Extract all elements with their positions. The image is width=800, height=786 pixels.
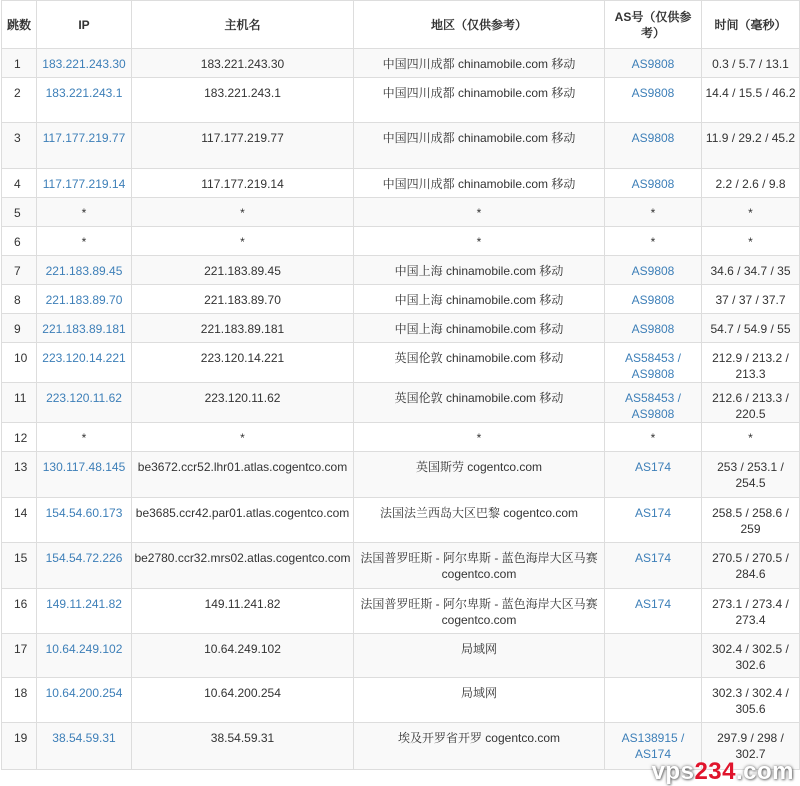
- ip-link[interactable]: 38.54.59.31: [37, 723, 132, 770]
- hostname-cell: 221.183.89.45: [132, 256, 354, 285]
- hop-number: 19: [2, 723, 37, 770]
- region-cell: 英国斯劳 cogentco.com: [354, 452, 605, 498]
- asn-link: *: [605, 423, 702, 452]
- hop-number: 16: [2, 589, 37, 634]
- time-cell: 302.3 / 302.4 / 305.6: [702, 678, 800, 723]
- ip-link: *: [37, 423, 132, 452]
- traceroute-table: [1, 0, 800, 770]
- asn-link[interactable]: AS9808: [605, 169, 702, 198]
- asn-link[interactable]: AS174: [605, 543, 702, 589]
- hop-number: 12: [2, 423, 37, 452]
- time-cell: 14.4 / 15.5 / 46.2: [702, 78, 800, 123]
- region-cell: 法国普罗旺斯 - 阿尔卑斯 - 蓝色海岸大区马赛 cogentco.com: [354, 543, 605, 589]
- asn-link: [605, 678, 702, 723]
- hop-number: 17: [2, 634, 37, 678]
- table-row: [2, 383, 800, 423]
- time-cell: 212.6 / 213.3 / 220.5: [702, 383, 800, 423]
- hostname-cell: 117.177.219.14: [132, 169, 354, 198]
- hostname-cell: 10.64.249.102: [132, 634, 354, 678]
- region-cell: 法国法兰西岛大区巴黎 cogentco.com: [354, 498, 605, 543]
- ip-link: *: [37, 227, 132, 256]
- region-cell: 埃及开罗省开罗 cogentco.com: [354, 723, 605, 770]
- asn-link: *: [605, 227, 702, 256]
- asn-link[interactable]: AS174: [605, 589, 702, 634]
- ip-link[interactable]: 221.183.89.181: [37, 314, 132, 343]
- region-cell: 局域网: [354, 678, 605, 723]
- time-cell: 54.7 / 54.9 / 55: [702, 314, 800, 343]
- region-cell: 中国四川成都 chinamobile.com 移动: [354, 78, 605, 123]
- ip-link: *: [37, 198, 132, 227]
- table-row: [2, 49, 800, 78]
- hostname-cell: 221.183.89.70: [132, 285, 354, 314]
- time-cell: 302.4 / 302.5 / 302.6: [702, 634, 800, 678]
- hop-number: 8: [2, 285, 37, 314]
- region-cell: *: [354, 198, 605, 227]
- region-cell: 中国上海 chinamobile.com 移动: [354, 314, 605, 343]
- hostname-cell: 221.183.89.181: [132, 314, 354, 343]
- table-row: [2, 227, 800, 256]
- table-row: [2, 589, 800, 634]
- time-cell: 273.1 / 273.4 / 273.4: [702, 589, 800, 634]
- region-cell: 英国伦敦 chinamobile.com 移动: [354, 343, 605, 383]
- asn-link[interactable]: AS174: [605, 452, 702, 498]
- ip-link[interactable]: 223.120.14.221: [37, 343, 132, 383]
- hostname-cell: 10.64.200.254: [132, 678, 354, 723]
- time-cell: 253 / 253.1 / 254.5: [702, 452, 800, 498]
- hop-number: 4: [2, 169, 37, 198]
- hostname-cell: be3672.ccr52.lhr01.atlas.cogentco.com: [132, 452, 354, 498]
- region-cell: 中国上海 chinamobile.com 移动: [354, 285, 605, 314]
- time-cell: 270.5 / 270.5 / 284.6: [702, 543, 800, 589]
- table-row: [2, 423, 800, 452]
- table-row: [2, 285, 800, 314]
- hop-number: 10: [2, 343, 37, 383]
- header-region: 地区（仅供参考）: [354, 1, 605, 49]
- table-body: [2, 49, 800, 770]
- hostname-cell: 38.54.59.31: [132, 723, 354, 770]
- region-cell: *: [354, 423, 605, 452]
- hostname-cell: 183.221.243.30: [132, 49, 354, 78]
- table-header-row: [2, 1, 800, 49]
- hop-number: 11: [2, 383, 37, 423]
- table-row: [2, 543, 800, 589]
- ip-link[interactable]: 154.54.72.226: [37, 543, 132, 589]
- table-row: [2, 78, 800, 123]
- asn-link: [605, 634, 702, 678]
- ip-link[interactable]: 154.54.60.173: [37, 498, 132, 543]
- time-cell: 297.9 / 298 / 302.7: [702, 723, 800, 770]
- hop-number: 18: [2, 678, 37, 723]
- time-cell: *: [702, 227, 800, 256]
- time-cell: 11.9 / 29.2 / 45.2: [702, 123, 800, 169]
- header-hostname: 主机名: [132, 1, 354, 49]
- asn-link[interactable]: AS9808: [605, 49, 702, 78]
- watermark: vps234.com: [651, 758, 794, 785]
- ip-link[interactable]: 117.177.219.77: [37, 123, 132, 169]
- region-cell: 中国上海 chinamobile.com 移动: [354, 256, 605, 285]
- time-cell: *: [702, 198, 800, 227]
- asn-link[interactable]: AS9808: [605, 256, 702, 285]
- hostname-cell: *: [132, 423, 354, 452]
- header-time: 时间（毫秒）: [702, 1, 800, 49]
- header-ip: IP: [37, 1, 132, 49]
- region-cell: 中国四川成都 chinamobile.com 移动: [354, 123, 605, 169]
- hop-number: 9: [2, 314, 37, 343]
- ip-link[interactable]: 221.183.89.45: [37, 256, 132, 285]
- hostname-cell: 149.11.241.82: [132, 589, 354, 634]
- table-row: [2, 123, 800, 169]
- table-row: [2, 678, 800, 723]
- ip-link[interactable]: 10.64.249.102: [37, 634, 132, 678]
- asn-link[interactable]: AS9808: [605, 78, 702, 123]
- time-cell: 258.5 / 258.6 / 259: [702, 498, 800, 543]
- hostname-cell: be3685.ccr42.par01.atlas.cogentco.com: [132, 498, 354, 543]
- asn-link[interactable]: AS58453 / AS9808: [605, 383, 702, 423]
- hop-number: 13: [2, 452, 37, 498]
- asn-link[interactable]: AS9808: [605, 123, 702, 169]
- time-cell: 34.6 / 34.7 / 35: [702, 256, 800, 285]
- table-row: [2, 498, 800, 543]
- hostname-cell: *: [132, 198, 354, 227]
- region-cell: *: [354, 227, 605, 256]
- hostname-cell: 223.120.14.221: [132, 343, 354, 383]
- region-cell: 局域网: [354, 634, 605, 678]
- hop-number: 15: [2, 543, 37, 589]
- ip-link[interactable]: 183.221.243.1: [37, 78, 132, 123]
- ip-link[interactable]: 221.183.89.70: [37, 285, 132, 314]
- region-cell: 法国普罗旺斯 - 阿尔卑斯 - 蓝色海岸大区马赛 cogentco.com: [354, 589, 605, 634]
- ip-link[interactable]: 149.11.241.82: [37, 589, 132, 634]
- hop-number: 2: [2, 78, 37, 123]
- region-cell: 中国四川成都 chinamobile.com 移动: [354, 169, 605, 198]
- ip-link[interactable]: 223.120.11.62: [37, 383, 132, 423]
- time-cell: 2.2 / 2.6 / 9.8: [702, 169, 800, 198]
- asn-link[interactable]: AS58453 / AS9808: [605, 343, 702, 383]
- table-row: [2, 314, 800, 343]
- table-row: [2, 169, 800, 198]
- hop-number: 6: [2, 227, 37, 256]
- hop-number: 7: [2, 256, 37, 285]
- ip-link[interactable]: 10.64.200.254: [37, 678, 132, 723]
- hop-number: 1: [2, 49, 37, 78]
- header-asn: AS号（仅供参考）: [605, 1, 702, 49]
- hop-number: 5: [2, 198, 37, 227]
- time-cell: *: [702, 423, 800, 452]
- ip-link[interactable]: 183.221.243.30: [37, 49, 132, 78]
- hostname-cell: 117.177.219.77: [132, 123, 354, 169]
- time-cell: 37 / 37 / 37.7: [702, 285, 800, 314]
- ip-link[interactable]: 130.117.48.145: [37, 452, 132, 498]
- time-cell: 212.9 / 213.2 / 213.3: [702, 343, 800, 383]
- ip-link[interactable]: 117.177.219.14: [37, 169, 132, 198]
- asn-link[interactable]: AS174: [605, 498, 702, 543]
- table-row: [2, 343, 800, 383]
- asn-link[interactable]: AS9808: [605, 314, 702, 343]
- asn-link[interactable]: AS138915 / AS174: [605, 723, 702, 770]
- table-row: [2, 634, 800, 678]
- hostname-cell: *: [132, 227, 354, 256]
- table-row: [2, 198, 800, 227]
- hostname-cell: 223.120.11.62: [132, 383, 354, 423]
- asn-link: *: [605, 198, 702, 227]
- time-cell: 0.3 / 5.7 / 13.1: [702, 49, 800, 78]
- hop-number: 3: [2, 123, 37, 169]
- header-hop: 跳数: [2, 1, 37, 49]
- hostname-cell: be2780.ccr32.mrs02.atlas.cogentco.com: [132, 543, 354, 589]
- region-cell: 中国四川成都 chinamobile.com 移动: [354, 49, 605, 78]
- asn-link[interactable]: AS9808: [605, 285, 702, 314]
- table-row: [2, 452, 800, 498]
- hop-number: 14: [2, 498, 37, 543]
- hostname-cell: 183.221.243.1: [132, 78, 354, 123]
- table-row: [2, 256, 800, 285]
- region-cell: 英国伦敦 chinamobile.com 移动: [354, 383, 605, 423]
